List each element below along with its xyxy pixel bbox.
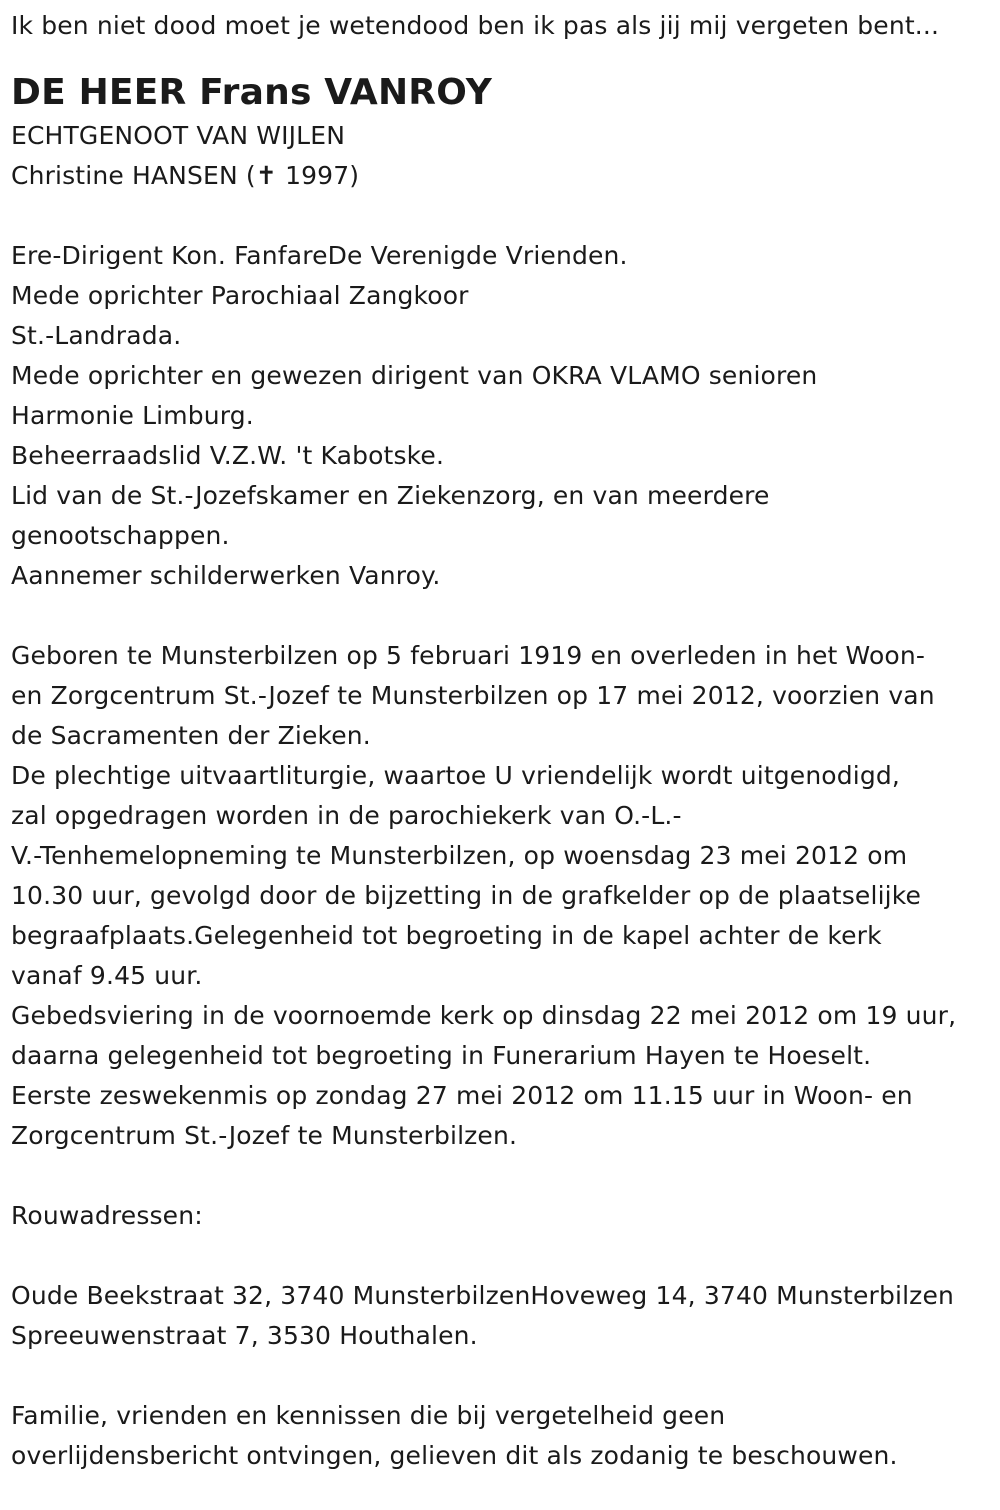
spacer	[11, 196, 990, 236]
details-section	[11, 636, 990, 1156]
spouse-line	[11, 156, 990, 196]
detail-line: 10.30 uur, gevolgd door de bijzetting in de grafkelder op de plaatselijke	[11, 881, 922, 910]
detail-line: begraafplaats.Gelegenheid tot begroeting in de kapel achter de kerk	[11, 921, 882, 950]
detail-line: zal opgedragen worden in de parochiekerk van O.-L.-	[11, 801, 682, 830]
spacer	[11, 1236, 990, 1276]
addresses-section	[11, 1276, 990, 1356]
detail-line: en Zorgcentrum St.-Jozef te Munsterbilzen op 17 mei 2012, voorzien van	[11, 681, 935, 710]
roles-section	[11, 236, 990, 596]
detail-line: vanaf 9.45 uur.	[11, 961, 203, 990]
role-line: Harmonie Limburg.	[11, 401, 254, 430]
spacer	[11, 1356, 990, 1396]
deceased-name: DE HEER Frans VANROY	[11, 72, 493, 113]
detail-line: daarna gelegenheid tot begroeting in Funerarium Hayen te Hoeselt.	[11, 1041, 872, 1070]
detail-line: De plechtige uitvaartliturgie, waartoe U vriendelijk wordt uitgenodigd,	[11, 761, 901, 790]
spacer	[11, 1156, 990, 1196]
detail-line: Gebedsviering in de voornoemde kerk op dinsdag 22 mei 2012 om 19 uur,	[11, 1001, 957, 1030]
spouse-name: Christine HANSEN (	[11, 161, 256, 190]
closing-line: Familie, vrienden en kennissen die bij vergetelheid geen	[11, 1401, 726, 1430]
role-line: Mede oprichter Parochiaal Zangkoor	[11, 281, 469, 310]
closing-line: overlijdensbericht ontvingen, gelieven dit als zodanig te beschouwen.	[11, 1441, 898, 1470]
role-line: Mede oprichter en gewezen dirigent van OKRA VLAMO senioren	[11, 361, 818, 390]
motto-text: Ik ben niet dood moet je wetendood ben ik pas als jij mij vergeten bent...	[11, 11, 940, 40]
role-line: Aannemer schilderwerken Vanroy.	[11, 561, 441, 590]
closing-section	[11, 1396, 990, 1476]
role-line: Beheerraadslid V.Z.W. 't Kabotske.	[11, 441, 445, 470]
role-line: genootschappen.	[11, 521, 230, 550]
cross-icon: ✝	[255, 161, 277, 190]
detail-line: Zorgcentrum St.-Jozef te Munsterbilzen.	[11, 1121, 518, 1150]
role-line: Ere-Dirigent Kon. FanfareDe Verenigde Vrienden.	[11, 241, 628, 270]
role-line: Lid van de St.-Jozefskamer en Ziekenzorg, en van meerdere	[11, 481, 770, 510]
detail-line: Geboren te Munsterbilzen op 5 februari 1919 en overleden in het Woon-	[11, 641, 926, 670]
spacer	[11, 596, 990, 636]
detail-line: de Sacramenten der Zieken.	[11, 721, 371, 750]
role-line: St.-Landrada.	[11, 321, 182, 350]
address-line: Spreeuwenstraat 7, 3530 Houthalen.	[11, 1321, 478, 1350]
spouse-year: 1997)	[285, 161, 360, 190]
address-line: Oude Beekstraat 32, 3740 MunsterbilzenHoveweg 14, 3740 Munsterbilzen	[11, 1281, 954, 1310]
detail-line: Eerste zeswekenmis op zondag 27 mei 2012 om 11.15 uur in Woon- en	[11, 1081, 913, 1110]
detail-line: V.-Tenhemelopneming te Munsterbilzen, op woensdag 23 mei 2012 om	[11, 841, 908, 870]
spouse-label: ECHTGENOOT VAN WIJLEN	[11, 121, 346, 150]
addresses-heading: Rouwadressen:	[11, 1201, 203, 1230]
